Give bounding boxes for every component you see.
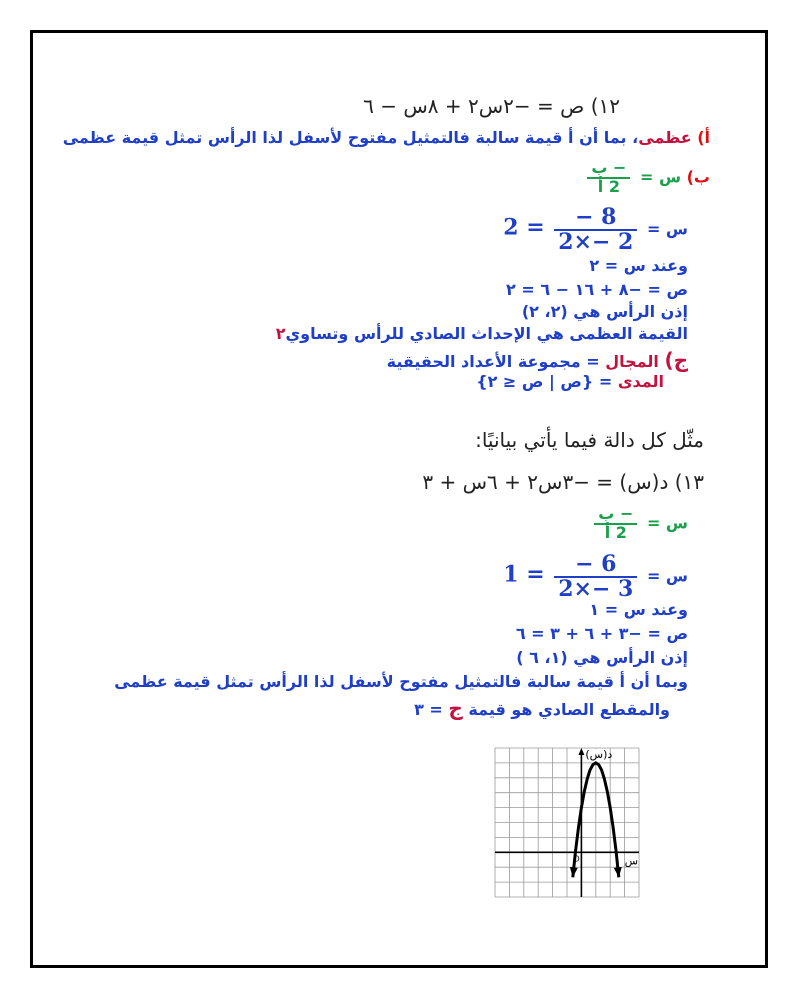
origin-label: O	[573, 854, 580, 864]
q12-a-text: ، بما أن أ قيمة سالبة فالتمثيل مفتوح لأسفل لذا الرأس تمثل قيمة عظمى	[62, 128, 639, 147]
q12-max-text: القيمة العظمى هي الإحداث الصادي للرأس وتساوي	[285, 324, 688, 343]
q12-c-label: ج)	[664, 348, 688, 372]
section-heading: مثّل كل دالة فيما يأتي بيانيًا:	[475, 428, 704, 452]
q12-when-x: وعند س = ٢	[589, 256, 688, 275]
q12-part-a	[63, 128, 710, 147]
q12-range-label: المدى	[617, 372, 664, 391]
q12-number: ١٢)	[590, 94, 620, 118]
q13-x-fraction	[554, 553, 637, 601]
q12-domain-text: = مجموعة الأعداد الحقيقية	[386, 352, 600, 371]
q12-range-text: = {ص | ص ≤ ٢}	[476, 372, 613, 391]
q12-x-denominator: 2 −×2	[558, 229, 634, 256]
y-axis-label: د(س)	[585, 748, 613, 761]
q13-intercept-text: والمقطع الصادي هو قيمة	[468, 700, 670, 719]
q12-equation: ص = −٢س٢ + ٨س − ٦	[363, 94, 585, 118]
q13-x-lhs: س =	[646, 566, 688, 586]
q12-max-value: ٢	[275, 324, 286, 343]
q12-b-fraction	[587, 160, 630, 196]
q13-x-denominator: 3 −×2	[558, 576, 634, 603]
q13-formula-denominator: 2 أ	[604, 522, 627, 542]
q12-x-calc	[503, 206, 688, 254]
x-axis-label: س	[624, 854, 638, 868]
q12-x-result: = 2	[503, 214, 545, 241]
q12-part-b	[583, 160, 710, 196]
q12-x-fraction	[554, 206, 637, 254]
q13-formula-numerator: − ب	[594, 506, 637, 525]
q13-max-text: وبما أن أ قيمة سالبة فالتمثيل مفتوح لأسفل لذا الرأس تمثل قيمة عظمى	[114, 672, 688, 691]
q13-x-result: = 1	[503, 561, 545, 588]
q12-domain-label: المجال	[605, 352, 659, 371]
q13-intercept-value: = ٣	[414, 700, 443, 719]
q13-number: ١٣)	[674, 470, 704, 494]
q12-vertex: إذن الرأس هي (٢، ٢)	[521, 302, 688, 321]
q12-max-line	[276, 324, 688, 343]
parabola-graph	[492, 745, 642, 900]
q13-y-calc: ص = −٣ + ٦ + ٣ = ٦	[515, 624, 688, 643]
q12-a-word: عظمى	[638, 128, 692, 147]
q13-intercept-var: ج	[448, 696, 463, 720]
q12-header	[363, 94, 620, 118]
q12-range	[476, 372, 664, 391]
q13-x-numerator: 6 −	[554, 553, 637, 578]
q12-b-lhs: س =	[639, 167, 682, 187]
q12-b-label: ب)	[686, 167, 710, 187]
q12-x-lhs: س =	[646, 219, 688, 239]
q13-when-x: وعند س = ١	[589, 600, 688, 619]
y-axis-arrow	[578, 748, 584, 755]
q12-y-calc: ص = −٨ + ١٦ − ٦ = ٢	[506, 280, 688, 299]
q12-b-numerator: − ب	[587, 160, 630, 179]
q13-formula-fraction	[594, 506, 637, 542]
q13-formula-lhs: س =	[646, 513, 688, 533]
q13-header	[422, 470, 704, 494]
q13-equation: د(س) = −٣س٢ + ٦س + ٣	[422, 470, 669, 494]
q13-formula	[590, 506, 688, 542]
q12-part-c	[387, 348, 688, 372]
q12-b-denominator: 2 أ	[597, 176, 620, 196]
q12-x-numerator: 8 −	[554, 206, 637, 231]
q13-vertex: إذن الرأس هي (١، ٦ )	[516, 648, 688, 667]
q12-a-label: أ)	[697, 128, 710, 147]
q13-x-calc	[503, 553, 688, 601]
q13-intercept	[414, 696, 670, 720]
